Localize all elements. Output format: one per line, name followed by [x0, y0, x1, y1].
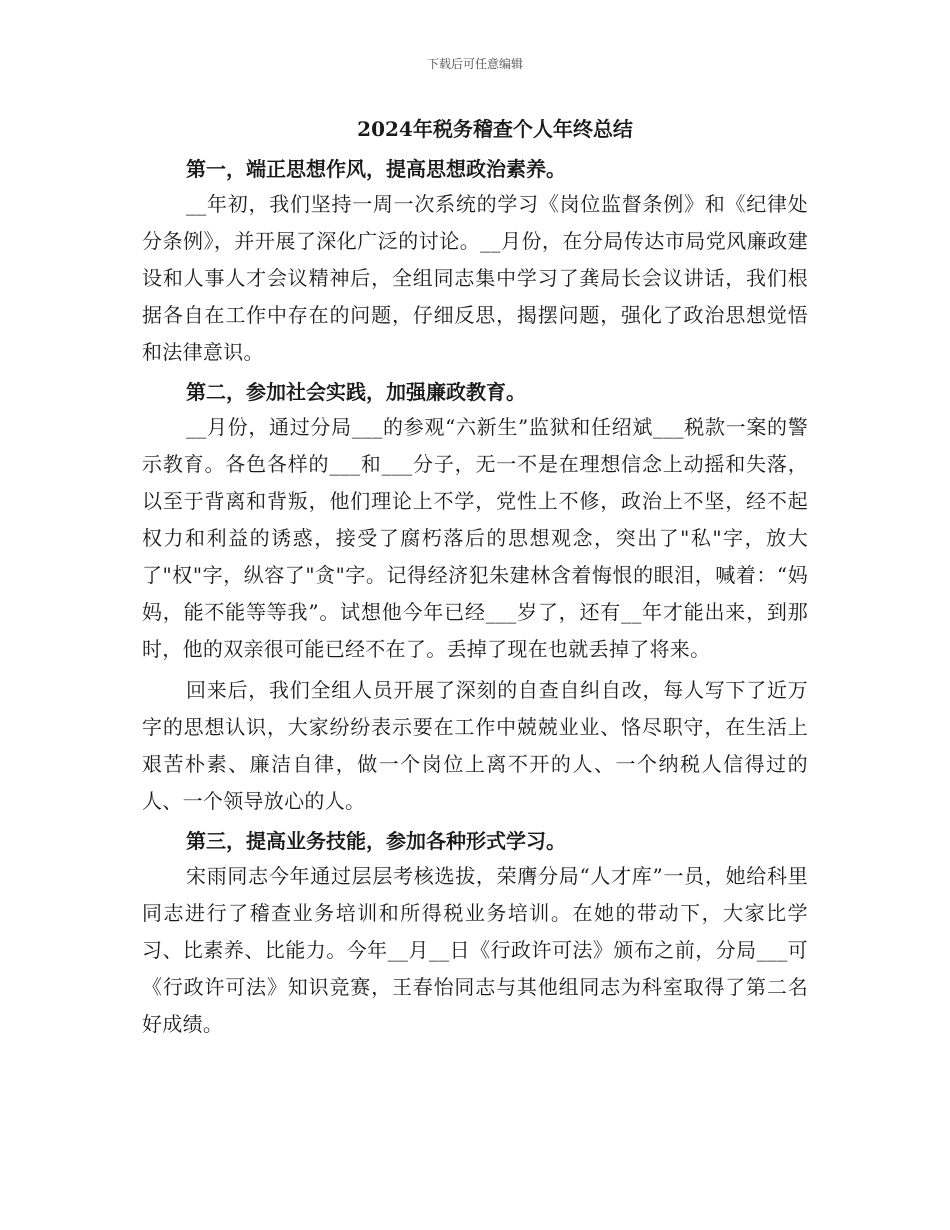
document-title: 2024年税务稽查个人年终总结	[357, 117, 633, 141]
section-heading: 第二，参加社会实践，加强廉政教育。	[186, 380, 526, 404]
paragraph: 宋雨同志今年通过层层考核选拔，荣膺分局“人才库”一员，她给科里同志进行了稽查业务培训和所得税业务培训。在她的带动下，大家比学习、比素养、比能力。今年__月__日《行政许可法》颁布之前，分局___可《行政许可法》知识竞赛，王春怡同志与其他组同志为科室取得了第二名好成绩。	[142, 864, 808, 1036]
section-1	[142, 152, 808, 371]
paragraph: __年初，我们坚持一周一次系统的学习《岗位监督条例》和《纪律处分条例》，并开展了深化广泛的讨论。__月份，在分局传达市局党风廉政建设和人事人才会议精神后，全组同志集中学习了龚局长会议讲话，我们根据各自在工作中存在的问题，仔细反思，揭摆问题，强化了政治思想觉悟和法律意识。	[142, 192, 808, 364]
paragraph: __月份，通过分局___的参观“六新生”监狱和任绍斌___税款一案的警示教育。各色各样的___和___分子，无一不是在理想信念上动摇和失落，以至于背离和背叛，他们理论上不学，党性上不修，政治上不坚，经不起权力和利益的诱惑，接受了腐朽落后的思想观念，突出了"私"字，放大了"权"字，纵容了"贪"字。记得经济犯朱建林含着悔恨的眼泪，喊着：“妈妈，能不能等等我”。试想他今年已经___岁了，还有__年才能出来，到那时，他的双亲很可能已经不在了。丢掉了现在也就丢掉了将来。	[142, 415, 808, 661]
section-heading: 第一，端正思想作风，提高思想政治素养。	[186, 157, 566, 181]
document-body	[142, 112, 808, 1047]
section-2	[142, 375, 808, 820]
paragraph: 回来后，我们全组人员开展了深刻的自查自纠自改，每人写下了近万字的思想认识，大家纷纷表示要在工作中兢兢业业、恪尽职守，在生活上艰苦朴素、廉洁自律，做一个岗位上离不开的人、一个纳税人信得过的人、一个领导放心的人。	[142, 678, 808, 813]
section-3	[142, 824, 808, 1043]
header-note: 下载后可任意编辑	[426, 57, 523, 71]
section-heading: 第三，提高业务技能，参加各种形式学习。	[186, 829, 566, 853]
